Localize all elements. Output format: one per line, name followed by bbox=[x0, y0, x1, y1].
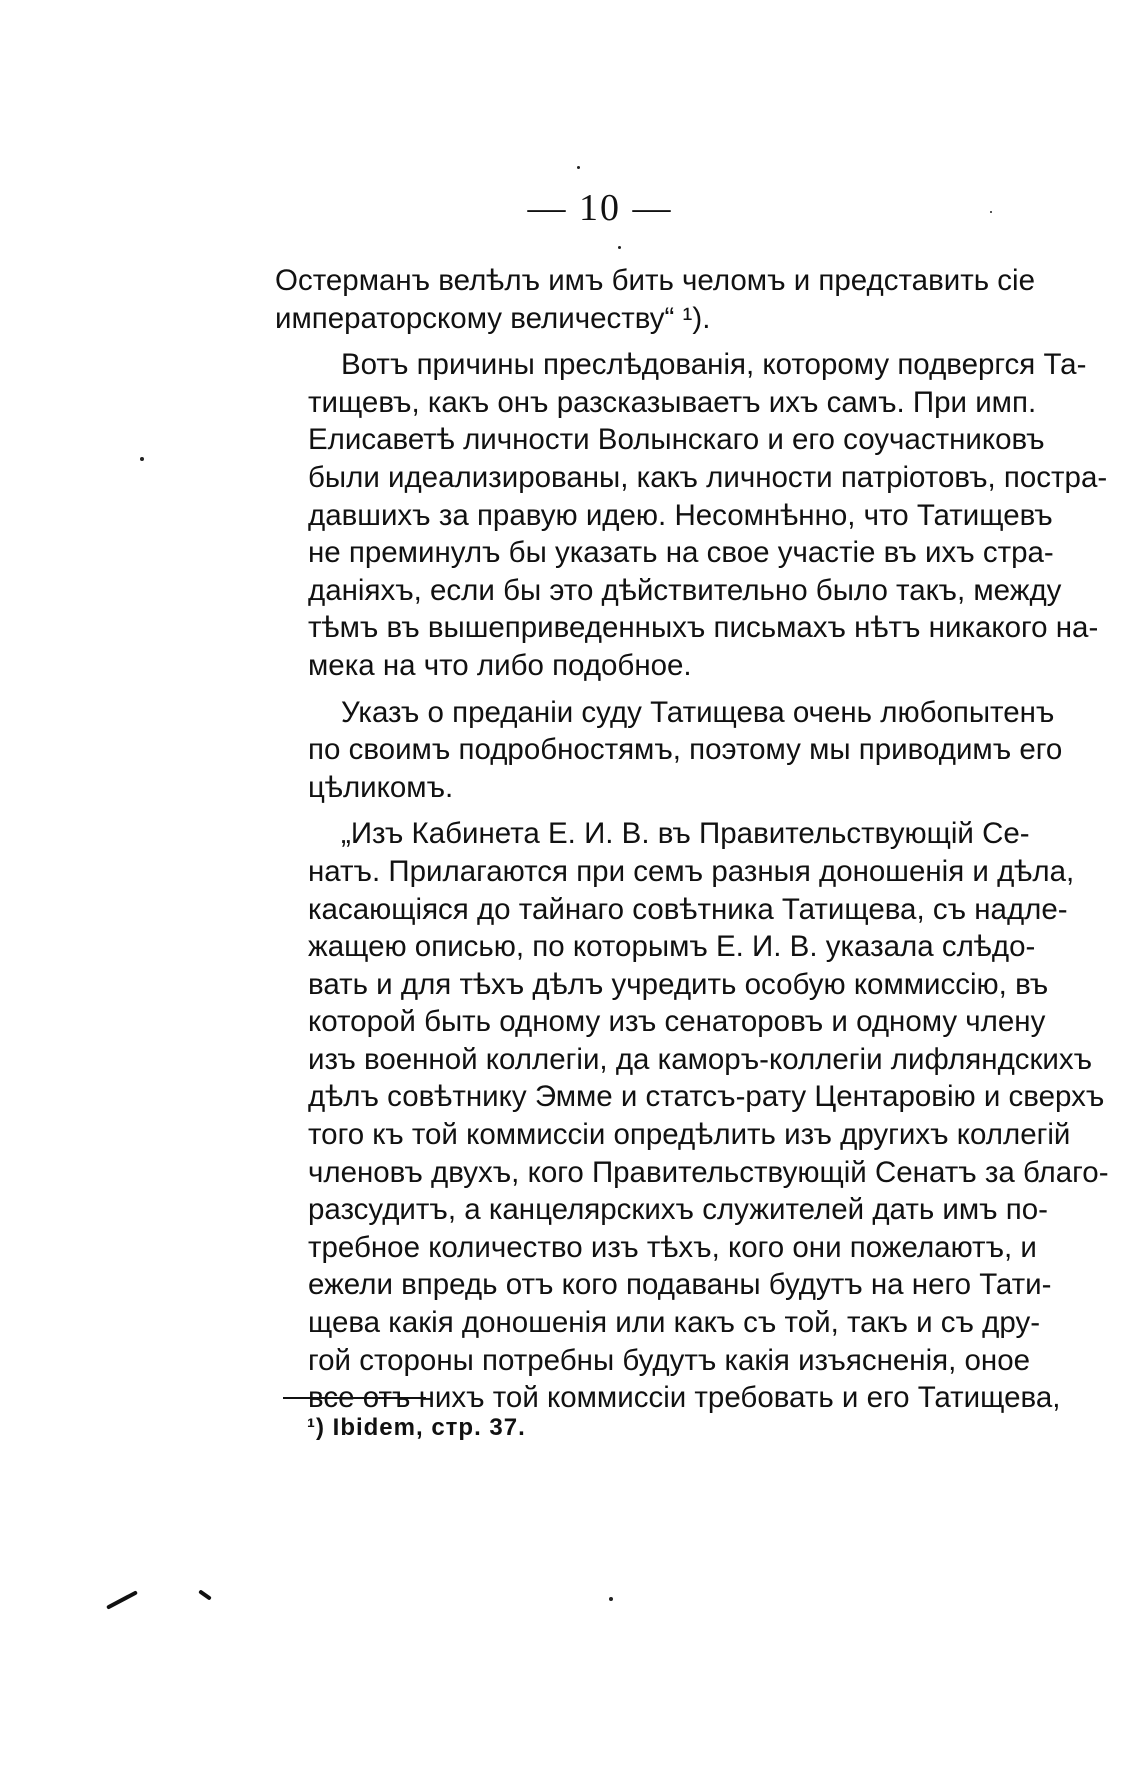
paragraph-3 bbox=[275, 694, 1063, 807]
paragraph-4 bbox=[275, 815, 1109, 1417]
page-number: — 10 — bbox=[527, 187, 673, 229]
text-line: тѣмъ въ вышеприведенныхъ письмахъ нѣтъ никакого на- bbox=[308, 611, 1099, 645]
scan-speck bbox=[609, 1597, 613, 1601]
text-line: жащею описью, по которымъ Е. И. В. указала слѣдо- bbox=[308, 930, 1036, 964]
text-line: Вотъ причины преслѣдованія, которому подвергся Та- bbox=[341, 348, 1087, 382]
footnote: ¹) Ibidem, стр. 37. bbox=[307, 1414, 526, 1441]
text-line: разсудитъ, а канцелярскихъ служителей дать имъ по- bbox=[308, 1193, 1048, 1227]
text-line: гой стороны потребны будутъ какія изъясненія, оное bbox=[308, 1343, 1031, 1377]
text-line: касающіяся до тайнаго совѣтника Татищева, съ надле- bbox=[308, 892, 1068, 926]
scan-speck bbox=[618, 246, 621, 249]
text-line: все отъ нихъ той коммиссіи требовать и его Татищева, bbox=[308, 1381, 1061, 1415]
text-line: были идеализированы, какъ личности патріотовъ, постра- bbox=[308, 460, 1108, 494]
scan-speck bbox=[577, 166, 580, 169]
text-line: дѣлъ совѣтнику Эмме и статсъ-рату Центаровію и сверхъ bbox=[308, 1080, 1105, 1114]
text-line: даніяхъ, если бы это дѣйствительно было такъ, между bbox=[308, 573, 1062, 607]
text-line: Указъ о преданіи суду Татищева очень любопытенъ bbox=[341, 695, 1055, 729]
footnote-rule bbox=[283, 1397, 426, 1399]
text-line: щева какія доношенія или какъ съ той, такъ и съ дру- bbox=[308, 1306, 1041, 1340]
text-line: цѣликомъ. bbox=[308, 770, 454, 804]
text-line: императорскому величеству“ ¹). bbox=[275, 301, 711, 335]
text-line: натъ. Прилагаются при семъ разныя доношенія и дѣла, bbox=[308, 854, 1075, 888]
body-text bbox=[275, 262, 1109, 1417]
text-line: того къ той коммиссіи опредѣлить изъ другихъ коллегій bbox=[308, 1118, 1071, 1152]
text-line: требное количество изъ тѣхъ, кого они пожелаютъ, и bbox=[308, 1230, 1037, 1264]
text-line: которой быть одному изъ сенаторовъ и одному члену bbox=[308, 1005, 1046, 1039]
paragraph-1 bbox=[275, 262, 1036, 337]
text-line: тищевъ, какъ онъ разсказываетъ ихъ самъ. При имп. bbox=[308, 385, 1037, 419]
scan-speck bbox=[140, 457, 144, 461]
paragraph-2 bbox=[275, 346, 1108, 684]
text-line: ежели впредь отъ кого подаваны будутъ на него Тати- bbox=[308, 1268, 1052, 1302]
text-line: вать и для тѣхъ дѣлъ учредить особую коммиссію, въ bbox=[308, 967, 1049, 1001]
text-line: не преминулъ бы указать на свое участіе въ ихъ стра- bbox=[308, 536, 1054, 570]
text-line: членовъ двухъ, кого Правительствующій Сенатъ за благо- bbox=[308, 1155, 1109, 1189]
text-line: давшихъ за правую идею. Несомнѣнно, что Татищевъ bbox=[308, 498, 1053, 532]
text-line: „Изъ Кабинета Е. И. В. въ Правительствующій Се- bbox=[341, 817, 1030, 851]
text-line: мека на что либо подобное. bbox=[308, 648, 692, 682]
text-line: Елисаветѣ личности Волынскаго и его соучастниковъ bbox=[308, 423, 1045, 457]
scan-speck bbox=[990, 211, 992, 213]
text-line: Остерманъ велѣлъ имъ бить челомъ и представить сіе bbox=[275, 264, 1036, 297]
text-line: по своимъ подробностямъ, поэтому мы приводимъ его bbox=[308, 733, 1063, 767]
scan-mark bbox=[106, 1590, 138, 1609]
scan-mark bbox=[198, 1589, 212, 1600]
text-line: изъ военной коллегіи, да каморъ-коллегіи лифляндскихъ bbox=[308, 1042, 1093, 1076]
